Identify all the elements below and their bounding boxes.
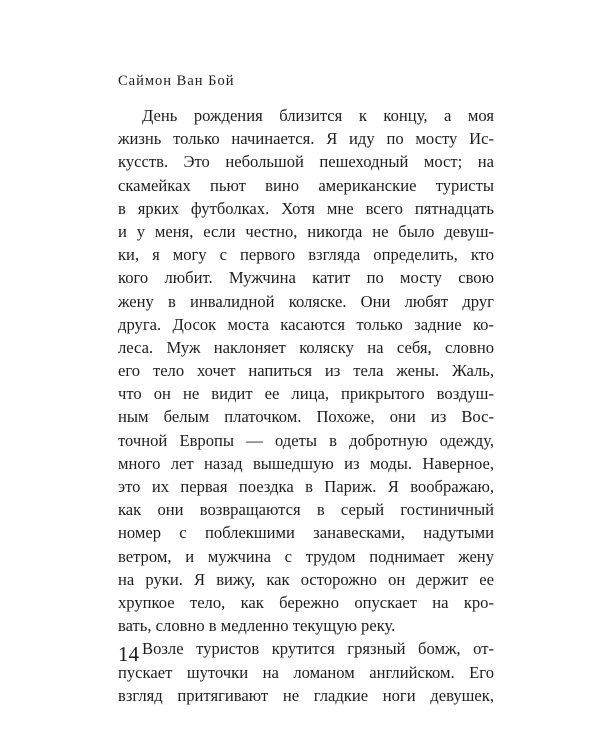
text-line: что он не видит ее лица, прикрытого воздуш- [118,384,494,404]
text-line: в ярких футболках. Хотя мне всего пятнадцать [118,198,494,218]
text-line: жену в инвалидной коляске. Они любят друг [118,291,494,311]
text-line: друга. Досок моста касаются только задние ко- [118,314,494,334]
text-line: ки, я могу с первого взгляда определить, кто [118,245,494,265]
text-line: скамейках пьют вино американские туристы [118,175,494,195]
text-line: хрупкое тело, как бережно опускает на кро- [118,592,494,612]
text-line: много лет назад вышедшую из моды. Наверное, [118,453,494,473]
text-line: точной Европы — одеты в добротную одежду, [118,430,494,450]
text-line: ным белым платочком. Похоже, они из Вос- [118,407,494,427]
text-line: как они возвращаются в серый гостиничный [118,500,494,520]
text-line: жизнь только начинается. Я иду по мосту Ис- [118,129,494,149]
body-text [118,104,494,707]
text-line: это их первая поездка в Париж. Я воображаю, [118,477,494,496]
text-line: ветром, и мужчина с трудом поднимает жену [118,546,494,566]
text-line: кусств. Это небольшой пешеходный мост; на [118,152,494,172]
text-line: его тело хочет напиться из тела жены. Жаль, [118,361,494,381]
text-line: леса. Муж наклоняет коляску на себя, словно [118,337,494,357]
text-line: День рождения близится к концу, а моя [142,106,494,125]
running-head: Саймон Ван Бой [118,73,235,89]
text-line: вать, словно в медленно текущую реку. [118,616,396,636]
text-line: номер с поблекшими занавесками, надутыми [118,523,494,543]
text-line: взгляд притягивают не гладкие ноги девушек, [118,685,494,705]
page-number: 14 [118,642,139,666]
text-line: Возле туристов крутится грязный бомж, от- [142,639,494,659]
text-line: на руки. Я вижу, как осторожно он держит ее [118,569,494,589]
text-line: кого любит. Мужчина катит по мосту свою [118,268,494,288]
text-line: пускает шуточки на ломаном английском. Его [118,662,494,682]
text-line: и у меня, если честно, никогда не было девуш- [118,221,494,241]
